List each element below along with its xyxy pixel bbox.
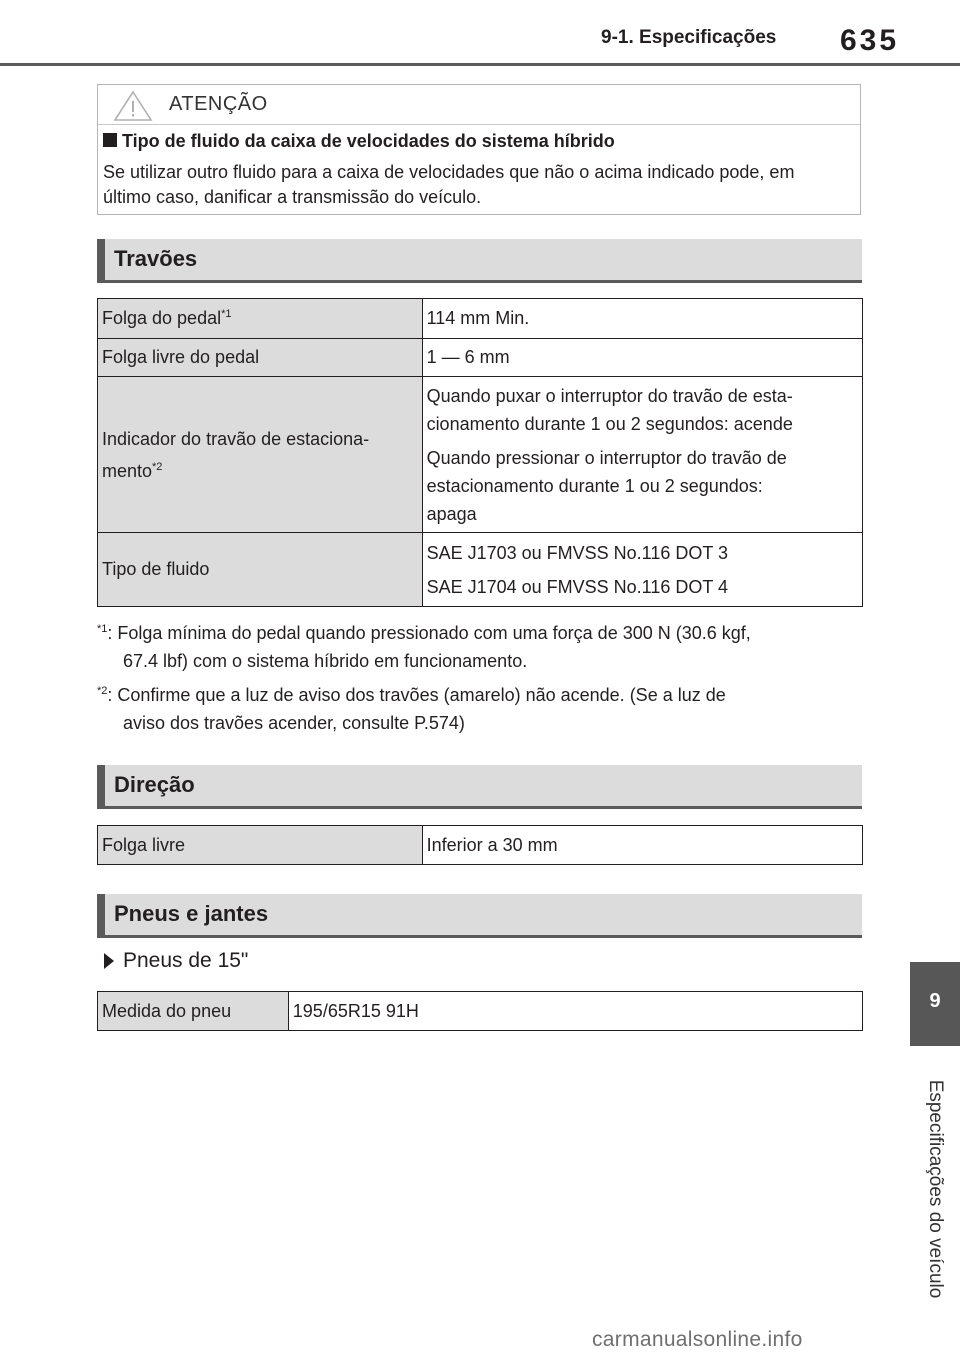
table-row [98, 339, 863, 377]
section-brakes [97, 239, 862, 283]
table-row [98, 377, 863, 533]
footnote-text: : Confirme que a luz de aviso dos travões (amarelo) não acende. (Se a luz de [107, 685, 726, 705]
table-value: 114 mm Min. [422, 299, 862, 339]
label-line: Indicador do travão de estaciona- [102, 428, 370, 449]
footnote-text: 67.4 lbf) com o sistema híbrido em funcionamento. [123, 651, 528, 671]
section-tires [97, 894, 862, 938]
table-label: Tipo de fluido [98, 533, 423, 607]
warning-body: Se utilizar outro fluido para a caixa de velocidades que não o acima indicado pode, em último caso, danificar a transmissão do veículo. [103, 162, 795, 207]
warning-triangle-icon [113, 90, 153, 127]
section-header: 9-1. Especificações [601, 27, 777, 48]
table-value: 195/65R15 91H [288, 992, 862, 1031]
table-label: Folga livre [98, 826, 423, 865]
warning-title: ATENÇÃO [169, 93, 268, 115]
section-accent [97, 239, 105, 280]
value-line: estacionamento durante 1 ou 2 segundos: [426, 475, 763, 496]
steering-table [97, 825, 863, 865]
section-steering [97, 765, 862, 809]
footnote-text: aviso dos travões acender, consulte P.574) [123, 713, 465, 733]
section-title: Direção [114, 772, 195, 797]
table-value: 1 — 6 mm [422, 339, 862, 377]
table-label: Folga livre do pedal [98, 339, 423, 377]
header-rule [0, 63, 960, 66]
brakes-table [97, 298, 863, 607]
value-line: Quando puxar o interruptor do travão de esta- [426, 385, 793, 406]
page-number: 635 [840, 24, 900, 57]
tires-table [97, 991, 863, 1031]
footnote-mark: *2 [152, 460, 163, 473]
footnote-mark: *1 [221, 308, 232, 320]
label-line [102, 453, 422, 485]
table-label [98, 377, 423, 533]
footnote-2 [97, 677, 867, 737]
watermark: carmanualsonline.info [592, 1328, 803, 1351]
chapter-number: 9 [929, 990, 941, 1012]
section-title: Pneus e jantes [114, 901, 269, 926]
value-line: cionamento durante 1 ou 2 segundos: acende [426, 413, 793, 434]
value-line: apaga [426, 503, 477, 524]
footnote-text: : Folga mínima do pedal quando pressionado com uma força de 300 N (30.6 kgf, [107, 623, 751, 643]
table-label: Medida do pneu [98, 992, 289, 1031]
label-text: Folga do pedal [102, 308, 222, 328]
table-value [422, 533, 862, 607]
table-row [98, 826, 863, 865]
table-row [98, 992, 863, 1031]
table-row [98, 533, 863, 607]
table-label [98, 299, 423, 339]
value-line: SAE J1704 ou FMVSS No.116 DOT 4 [426, 576, 729, 597]
value-line: Quando pressionar o interruptor do travão de [426, 447, 787, 468]
triangle-bullet-icon [104, 953, 114, 969]
table-row [98, 299, 863, 339]
square-bullet-icon [103, 133, 117, 147]
footnote-1 [97, 615, 867, 675]
tire-size-heading: Pneus de 15" [123, 949, 249, 972]
footnote-mark: *2 [97, 685, 108, 697]
warning-subtitle: Tipo de fluido da caixa de velocidades do sistema híbrido [122, 131, 615, 151]
section-accent [97, 765, 105, 806]
chapter-label: Especificações do veículo [925, 1079, 946, 1299]
table-value [422, 377, 862, 533]
section-title: Travões [114, 246, 198, 271]
label-text: mento [102, 460, 153, 481]
value-line: SAE J1703 ou FMVSS No.116 DOT 3 [426, 542, 729, 563]
section-accent [97, 894, 105, 935]
footnote-mark: *1 [97, 623, 108, 635]
table-value: Inferior a 30 mm [422, 826, 862, 865]
